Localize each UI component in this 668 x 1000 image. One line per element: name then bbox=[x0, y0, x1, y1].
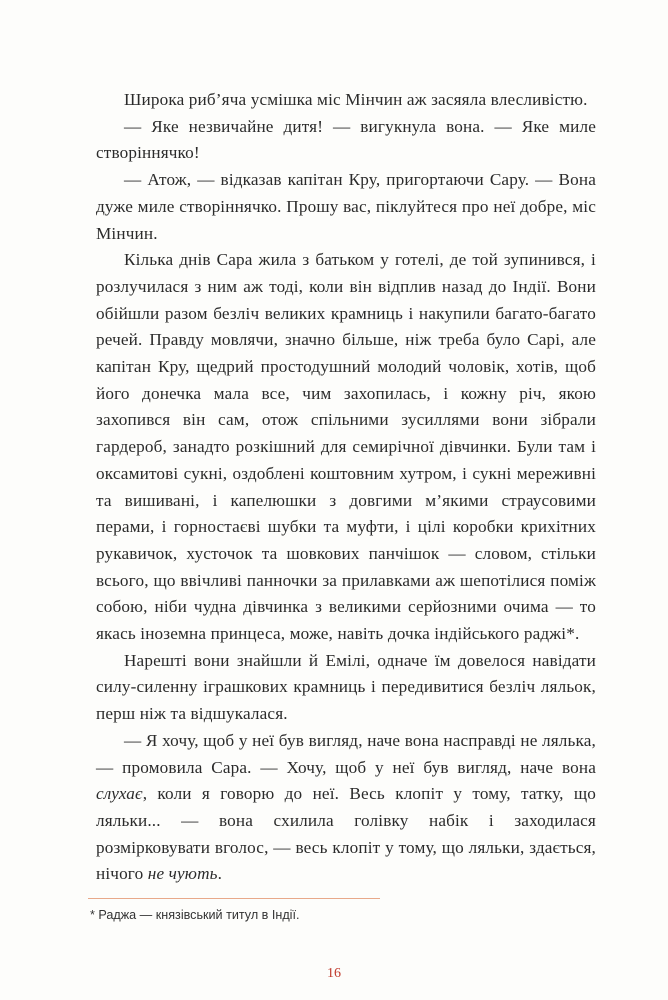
paragraph: Кілька днів Сара жила з батьком у готелі, де той зупинився, і розлучилася з ним аж тоді, коли він відплив назад до Індії. Вони обійшли разом безліч великих крамниць і накупили багато-багато речей. Правду мовлячи, значно більше, ніж треба було Сарі, але капітан Кру, щедрий простодушний молодий чоловік, хотів, щоб його донечка мала все, чим захопилась, і кожну річ, якою захопився він сам, отож спільними зусиллями вони зібрали гардероб, занадто розкішний для семирічної дівчинки. Були там і оксамитові сукні, оздоблені коштовним хутром, і сукні мереживні та вишивані, і капелюшки з довгими м’якими страусовими перами, і горностаєві шубки та муфти, і цілі коробки крихітних рукавичок, хусточок та шовкових панчішок — словом, стільки всього, що ввічливі панночки за прилавками аж шепотілися поміж собою, ніби чудна дівчинка з великими серйозними очима — то якась іноземна принцеса, може, навіть дочка індійського раджі*. bbox=[96, 250, 596, 644]
paragraph-dialogue bbox=[96, 728, 596, 888]
italic-emphasis: слухає bbox=[96, 784, 143, 804]
page-number: 16 bbox=[327, 966, 341, 981]
footnote-divider bbox=[88, 898, 380, 899]
footnote: * Раджа — князівський титул в Індії. bbox=[90, 908, 300, 922]
paragraph: — Атож, — відказав капітан Кру, пригортаючи Сару. — Вона дуже миле створіннячко. Прошу вас, піклуйтеся про неї добре, міс Мінчин. bbox=[96, 170, 596, 243]
dialogue-text: . bbox=[217, 864, 223, 884]
paragraph: — Яке незвичайне дитя! — вигукнула вона. — Яке миле створіннячко! bbox=[96, 116, 596, 163]
main-text bbox=[96, 87, 596, 888]
dialogue-text: — Я хочу, щоб у неї був вигляд, наче вона насправді не лялька, — промовила Сара. — Хочу, щоб у неї був вигляд, наче вона bbox=[96, 730, 596, 777]
dialogue-text: , коли я говорю до неї. Весь клопіт у тому, татку, що ляльки... — вона схилила голівку набік і заходилася розмірковувати вголос, — весь клопіт у тому, що ляльки, здається, нічого bbox=[96, 784, 596, 884]
paragraph: Широка риб’яча усмішка міс Мінчин аж засяяла влесливістю. bbox=[124, 90, 588, 109]
italic-emphasis: не чують bbox=[147, 864, 218, 884]
paragraph: Нарешті вони знайшли й Емілі, одначе їм довелося навідати силу-силенну іграшкових крамниць і передивитися безліч ляльок, перш ніж та відшукалася. bbox=[96, 650, 596, 724]
